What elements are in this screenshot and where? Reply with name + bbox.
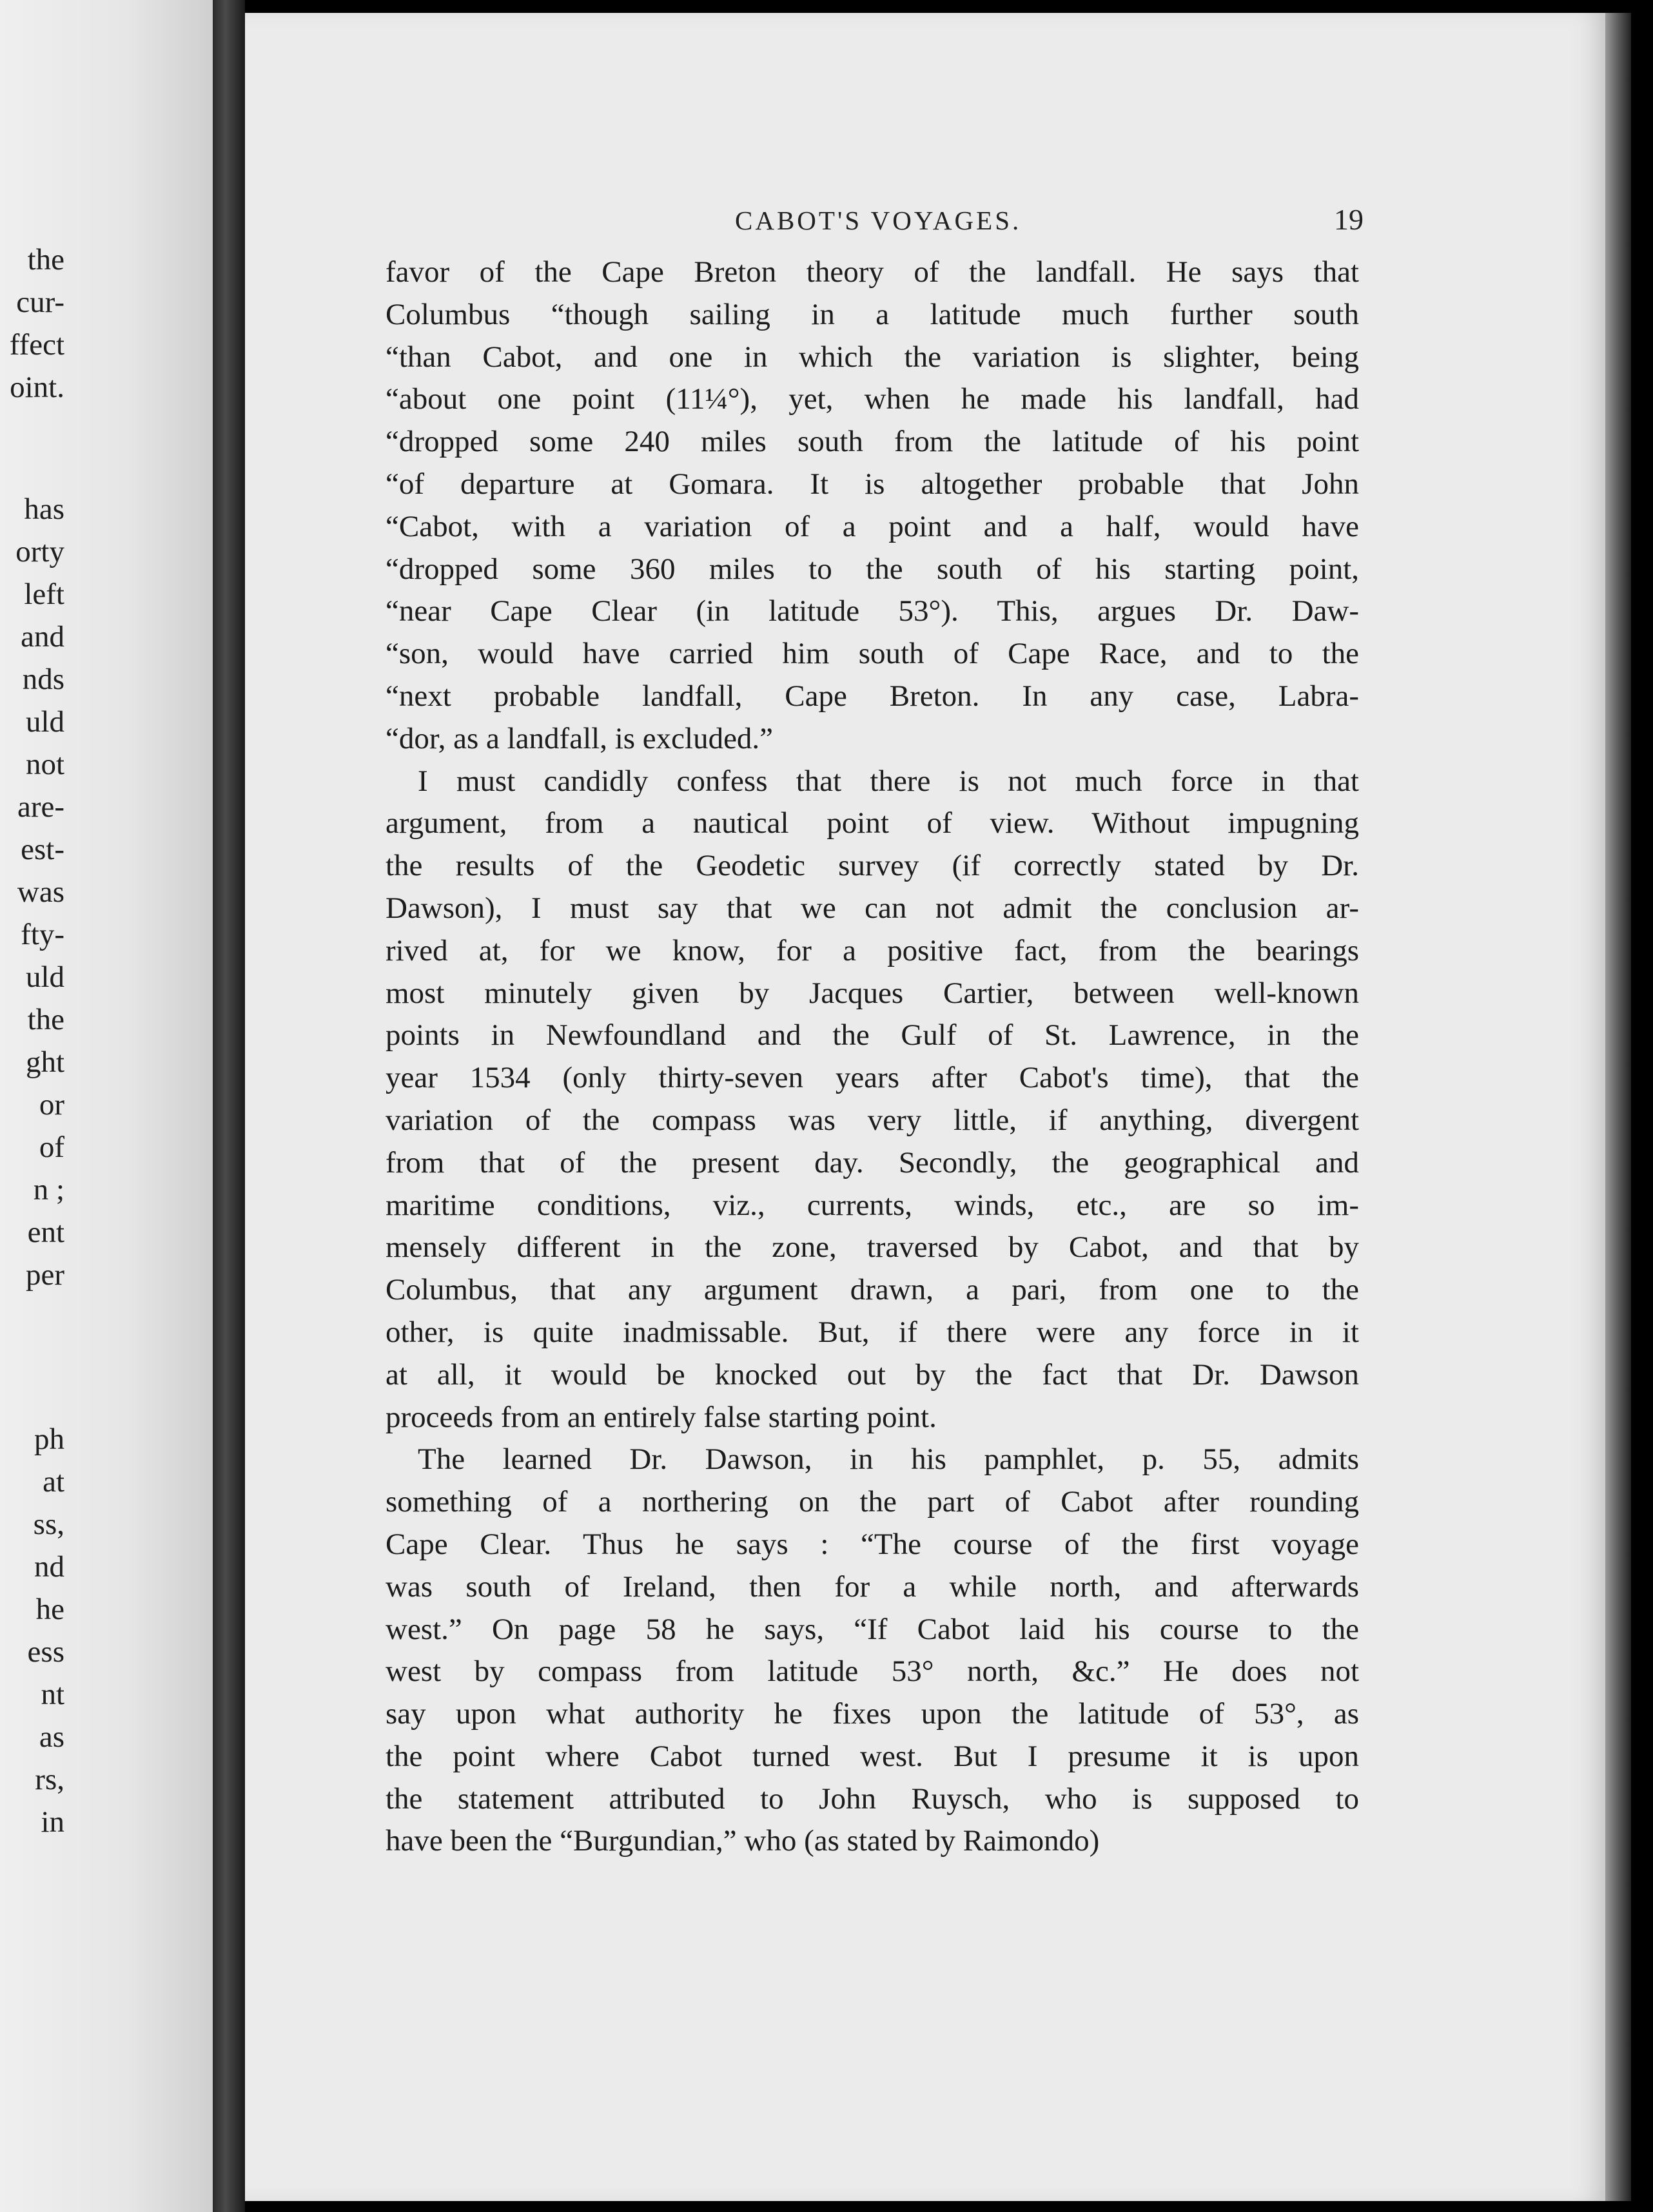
text-line: “about one point (11¼°), yet, when he made his landfall, had: [386, 382, 1359, 416]
left-page-fragment: ess: [27, 1635, 64, 1669]
left-page-fragment: not: [25, 748, 64, 781]
left-page: [0, 0, 213, 2212]
left-page-fragment: ss,: [33, 1508, 64, 1541]
text-line: “Cabot, with a variation of a point and a half, would have: [386, 509, 1359, 543]
text-line: argument, from a nautical point of view. Without impugning: [386, 806, 1359, 840]
left-page-fragment: are-: [17, 790, 64, 824]
left-page-fragment: nt: [41, 1678, 64, 1711]
right-page-edge: [1605, 13, 1631, 2201]
text-line: Columbus, that any argument drawn, a pari, from one to the: [386, 1273, 1359, 1307]
text-line: the results of the Geodetic survey (if correctly stated by Dr.: [386, 849, 1359, 883]
left-page-fragment: uld: [25, 960, 64, 994]
text-line: “next probable landfall, Cape Breton. In any case, Labra-: [386, 679, 1359, 713]
left-page-fragment: ght: [25, 1045, 64, 1079]
running-header: [387, 205, 1364, 244]
left-page-fragment: as: [39, 1720, 64, 1754]
book-gutter: [213, 0, 245, 2212]
left-page-fragment: and: [21, 620, 64, 654]
text-line: variation of the compass was very little, if anything, divergent: [386, 1103, 1359, 1137]
text-line: most minutely given by Jacques Cartier, between well-known: [386, 976, 1359, 1010]
body-text: [386, 251, 1359, 1863]
text-line: “dropped some 360 miles to the south of his starting point,: [386, 552, 1359, 586]
left-page-fragment: or: [39, 1088, 64, 1121]
text-line: west by compass from latitude 53° north, &c.” He does not: [386, 1654, 1359, 1689]
left-page-fragment: was: [17, 875, 64, 909]
text-line: have been the “Burgundian,” who (as stated by Raimondo): [386, 1824, 1100, 1858]
text-line: proceeds from an entirely false starting point.: [386, 1400, 937, 1434]
left-page-fragment: est-: [21, 833, 64, 866]
text-line: mensely different in the zone, traversed by Cabot, and that by: [386, 1230, 1359, 1265]
running-title: CABOT'S VOYAGES.: [735, 206, 1022, 235]
text-line: something of a northering on the part of Cabot after rounding: [386, 1485, 1359, 1519]
text-line: “dropped some 240 miles south from the latitude of his point: [386, 425, 1359, 459]
left-page-fragment: ph: [34, 1422, 64, 1456]
text-line: the statement attributed to John Ruysch, who is supposed to: [386, 1781, 1359, 1816]
text-line: the point where Cabot turned west. But I presume it is upon: [386, 1739, 1359, 1773]
paragraph: [386, 251, 1359, 761]
paragraph: [386, 761, 1359, 1439]
left-page-fragment: in: [41, 1805, 64, 1839]
left-page-fragment: rs,: [35, 1763, 64, 1796]
text-line: maritime conditions, viz., currents, winds, etc., are so im-: [386, 1188, 1359, 1222]
text-line: Dawson), I must say that we can not admit the conclusion ar-: [386, 891, 1359, 925]
text-line: points in Newfoundland and the Gulf of St. Lawrence, in the: [386, 1018, 1359, 1053]
text-line: “dor, as a landfall, is excluded.”: [386, 721, 774, 755]
text-line: favor of the Cape Breton theory of the landfall. He says that: [386, 255, 1359, 289]
left-page-fragment: nds: [22, 663, 64, 696]
left-page-fragment: uld: [25, 705, 64, 739]
text-line: was south of Ireland, then for a while north, and afterwards: [386, 1569, 1359, 1604]
left-page-fragment: at: [43, 1465, 64, 1499]
left-page-fragment: left: [24, 577, 64, 611]
left-page-fragment: fty-: [21, 918, 64, 951]
text-line: from that of the present day. Secondly, the geographical and: [386, 1145, 1359, 1179]
text-line: say upon what authority he fixes upon the latitude of 53°, as: [386, 1697, 1359, 1731]
text-line: rived at, for we know, for a positive fact, from the bearings: [386, 933, 1359, 967]
paragraph: [386, 1439, 1359, 1863]
left-page-fragment: per: [25, 1258, 64, 1292]
text-line: west.” On page 58 he says, “If Cabot laid his course to the: [386, 1612, 1359, 1646]
page-number: 19: [1334, 203, 1364, 236]
text-line: Cape Clear. Thus he says : “The course of the first voyage: [386, 1527, 1359, 1561]
text-line: Columbus “though sailing in a latitude much further south: [386, 297, 1359, 331]
text-line: year 1534 (only thirty-seven years after Cabot's time), that the: [386, 1061, 1359, 1095]
left-page-fragment: of: [39, 1130, 64, 1164]
text-line: The learned Dr. Dawson, in his pamphlet, p. 55, admits: [418, 1442, 1359, 1477]
left-page-fragment: orty: [15, 535, 64, 568]
left-page-fragment: ffect: [9, 328, 64, 362]
left-page-fragment: n ;: [33, 1173, 64, 1207]
left-page-text-fragments: [0, 0, 77, 2212]
left-page-fragment: oint.: [10, 371, 64, 404]
left-page-fragment: has: [24, 492, 64, 526]
left-page-fragment: he: [35, 1593, 64, 1626]
text-line: “than Cabot, and one in which the variation is slighter, being: [386, 340, 1359, 374]
text-line: “of departure at Gomara. It is altogether probable that John: [386, 467, 1359, 501]
text-line: “near Cape Clear (in latitude 53°). This, argues Dr. Daw-: [386, 594, 1359, 628]
left-page-fragment: ent: [27, 1216, 64, 1249]
left-page-fragment: cur-: [16, 286, 64, 319]
left-page-fragment: the: [27, 1003, 64, 1036]
text-line: “son, would have carried him south of Cape Race, and to the: [386, 637, 1359, 671]
left-page-fragment: the: [27, 243, 64, 276]
left-page-fragment: nd: [34, 1550, 64, 1584]
text-line: I must candidly confess that there is not much force in that: [418, 764, 1359, 798]
text-line: other, is quite inadmissable. But, if there were any force in it: [386, 1315, 1359, 1349]
text-line: at all, it would be knocked out by the fact that Dr. Dawson: [386, 1357, 1359, 1392]
